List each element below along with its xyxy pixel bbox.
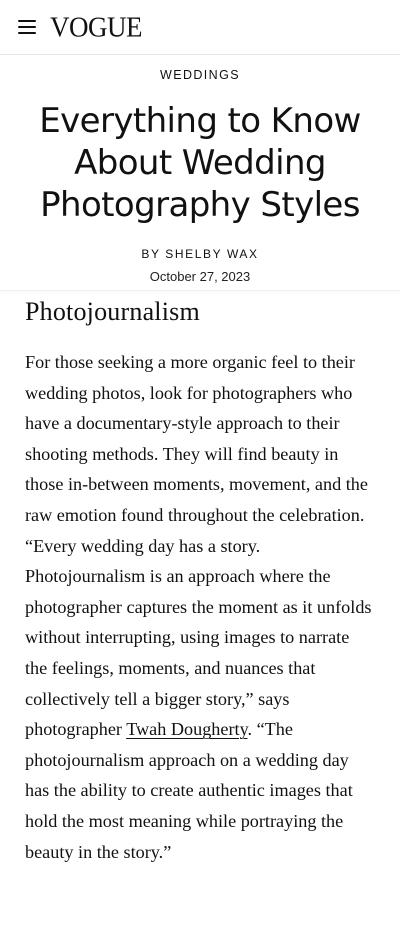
section-heading: Photojournalism: [25, 297, 200, 326]
author-link[interactable]: SHELBY WAX: [165, 247, 259, 261]
header-divider: [0, 290, 400, 291]
photographer-link[interactable]: Twah Dougherty: [126, 719, 248, 740]
byline: [16, 247, 384, 261]
menu-line-3: [18, 32, 36, 34]
paragraph-text-after-link: . “The photojournalism approach on a wedding day has the ability to create authentic images that hold the most meaning while portraying the beauty in the story.”: [25, 719, 353, 862]
paragraph-text-before-link: For those seeking a more organic feel to their wedding photos, look for photographers who have a documentary-style approach to their shooting methods. They will find beauty in those in-between moments, movement, and the raw emotion found throughout the celebration. “Every wedding day has a story. Photojournalism is an approach where the photographer captures the moment as it unfolds without interrupting, using images to narrate the feelings, moments, and nuances that collectively tell a bigger story,” says photographer: [25, 352, 372, 740]
article-header: [0, 55, 400, 284]
vogue-logo[interactable]: VOGUE: [50, 10, 142, 43]
article-headline: Everything to Know About Wedding Photography Styles: [39, 101, 361, 225]
menu-line-1: [18, 20, 36, 22]
article-paragraph: [25, 347, 375, 867]
hamburger-menu-icon[interactable]: [18, 20, 36, 34]
article-body: [0, 295, 400, 867]
rubric-link[interactable]: WEDDINGS: [160, 68, 240, 82]
byline-prefix: BY: [141, 247, 166, 261]
menu-line-2: [18, 26, 36, 28]
top-navigation-bar: [0, 0, 400, 55]
publish-date: October 27, 2023: [149, 269, 251, 284]
